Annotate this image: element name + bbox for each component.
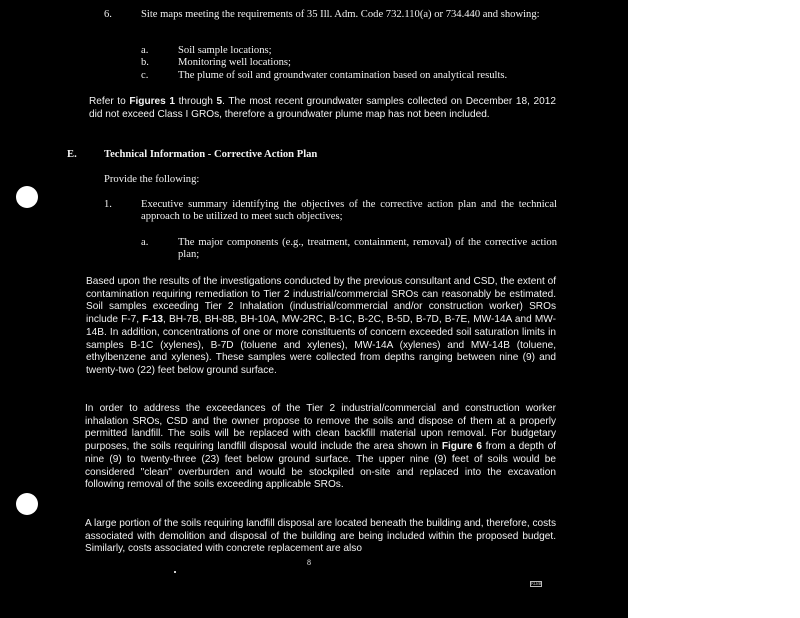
provide-following: Provide the following: (104, 174, 200, 185)
paragraph-2-text-1: In order to address the exceedances of the Tier 2 industrial/commercial and construction worker inhalation SROs, CSD and the owner propose to remove the soils and dispose of them at a properly permitted landfill. The soils will be replaced with clean backfill material upon removal. For budgetary purposes, the soils requiring landfill disposal would include the area shown in (85, 403, 556, 453)
refer-paragraph (89, 96, 556, 121)
paragraph-2-text-2: from a depth of nine (9) to twenty-three (23) feet below ground surface. The upper nine (9) feet of soils would be considered "clean" overburden and would be stockpiled on-site and replaced into the excavation following removal of the soils exceeding applicable SROs. (85, 441, 556, 491)
paragraph-results (86, 276, 556, 378)
figure-ref-1: Figures 1 (129, 96, 176, 107)
item-1-text: Executive summary identifying the objectives of the corrective action plan and the technical approach to be utilized to meet such objectives; (141, 199, 557, 222)
page-stamp: RLBB (531, 581, 542, 586)
subitem-text: Monitoring well locations; (178, 57, 291, 68)
subitem-letter: b. (141, 57, 149, 68)
page-number: 8 (307, 558, 311, 567)
subitem-text: The plume of soil and groundwater contamination based on analytical results. (178, 70, 508, 81)
punch-hole-top (16, 186, 38, 208)
item-1-number: 1. (104, 199, 112, 210)
section-e-title: Technical Information - Corrective Action Plan (104, 149, 318, 160)
paragraph-remediation (85, 403, 556, 492)
item-1a-text: The major components (e.g., treatment, containment, removal) of the corrective action plan; (178, 237, 557, 260)
section-e-letter: E. (67, 149, 77, 160)
item-1a-letter: a. (141, 237, 149, 248)
figure-ref-5: 5 (216, 96, 223, 107)
subitem-letter: a. (141, 45, 149, 56)
paragraph-building: A large portion of the soils requiring landfill disposal are located beneath the building and, therefore, costs associated with demolition and disposal of the building are being included within the proposed budget. Similarly, costs associated with concrete replacement are also (85, 518, 556, 555)
refer-text-1: Refer to (89, 96, 130, 107)
item-6-text: Site maps meeting the requirements of 35 Ill. Adm. Code 732.110(a) or 734.440 and showing: (141, 9, 540, 20)
paragraph-1-text-1: Based upon the results of the investigations conducted by the previous consultant and CSD, the extent of contamination requiring remediation to Tier 2 industrial/commercial SROs can reasonably be estimated. Soil samples exceeding Tier 2 Inhalation (industrial/commercial and/or construction worker) SROs include F-7, (86, 276, 556, 326)
paragraph-2-bold: Figure 6 (441, 441, 482, 453)
refer-text-3: . The most recent groundwater samples collected on December 18, 2012 did not exceed Class I GROs, therefore a groundwater plume map has not been included. (89, 96, 556, 120)
subitem-text: Soil sample locations; (178, 45, 272, 56)
scan-speck (174, 571, 176, 573)
subitem-letter: c. (141, 70, 149, 81)
item-6-number: 6. (104, 9, 112, 20)
refer-text-2: through (175, 96, 217, 107)
punch-hole-bottom (16, 493, 38, 515)
paragraph-1-bold: F-13 (142, 314, 164, 326)
paragraph-1-text-2: , BH-7B, BH-8B, BH-10A, MW-2RC, B-1C, B-2C, B-5D, B-7D, B-7E, MW-14A and MW-14B. In addition, concentrations of one or more constituents of concern exceeded soil saturation limits in samples B-1C (xylenes), B-7D (toluene and xylenes), MW-14A (xylenes) and MW-14B (toluene, ethylbenzene and xylenes). These samples were collected from depths ranging between nine (9) and twenty-two (22) feet below ground surface. (86, 314, 557, 376)
